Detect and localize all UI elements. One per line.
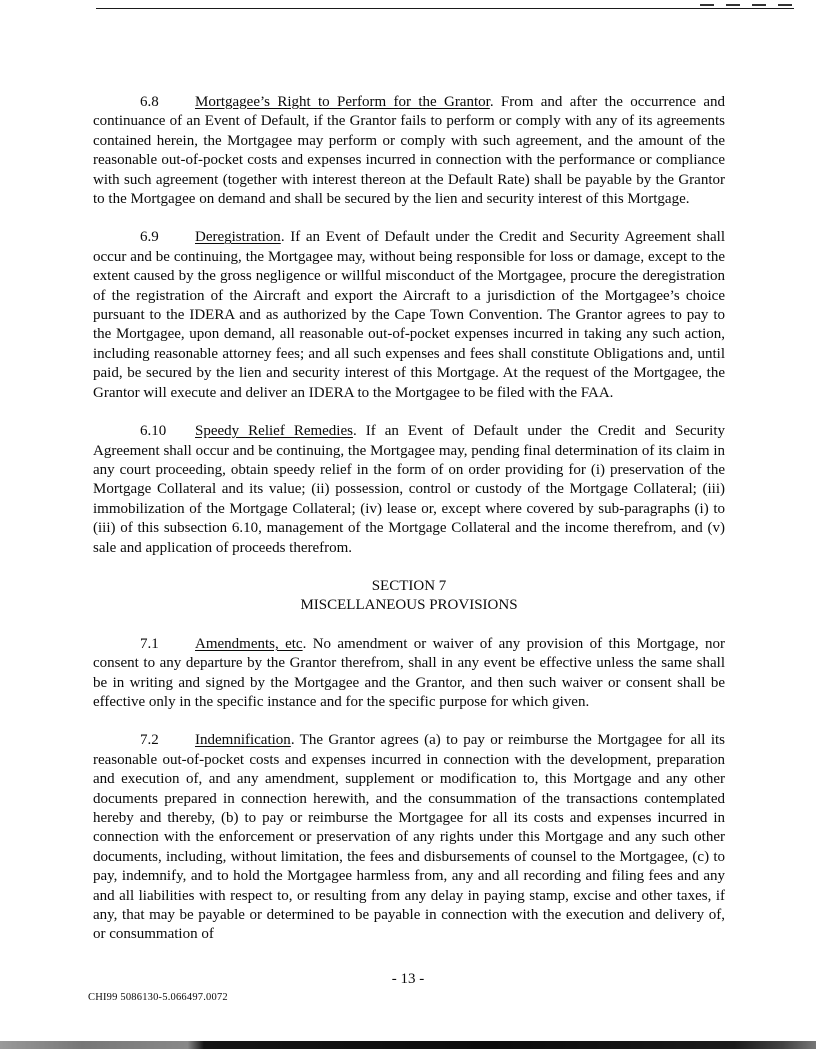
scan-artifact-bottom-bar bbox=[0, 1041, 816, 1049]
paragraph-body-text: . If an Event of Default under the Credit and Security Agreement shall occur and be continuing, the Mortgagee may, pending final determination of its claim in any court proceeding, obtain speedy relief in the form of on order providing for (i) preservation of the Mortgage Collateral and its value; (ii) possession, control or custody of the Mortgage Collateral; (iii) immobilization of the Mortgage Collateral; (iv) lease or, except where covered by sub-paragraphs (i) to (iii) of this subsection 6.10, management of the Mortgage Collateral and the income therefrom, and (v) sale and application of proceeds therefrom. bbox=[93, 423, 725, 556]
section-7-heading bbox=[93, 577, 725, 616]
paragraph-6-8 bbox=[93, 93, 725, 209]
section-7-subtitle: MISCELLANEOUS PROVISIONS bbox=[300, 597, 518, 614]
paragraph-heading: Speedy Relief Remedies bbox=[195, 423, 353, 440]
scan-artifact-top-dashes bbox=[700, 4, 792, 6]
document-body bbox=[93, 93, 725, 964]
paragraph-6-9 bbox=[93, 228, 725, 403]
document-id-footer: CHI99 5086130-5.066497.0072 bbox=[88, 992, 228, 1003]
page-number: - 13 - bbox=[391, 971, 425, 987]
paragraph-heading: Amendments, etc bbox=[195, 635, 303, 652]
paragraph-body-text: . If an Event of Default under the Credit and Security Agreement shall occur and be continuing, the Mortgagee may, without being responsible for loss or damage, except to the extent caused by the gross negligence or willful misconduct of the Mortgagee, procure the deregistration of the registration of the Aircraft and export the Aircraft to a jurisdiction of the Mortgagee’s choice pursuant to the IDERA and as authorized by the Cape Town Convention. The Grantor agrees to pay to the Mortgagee, upon demand, all reasonable out-of-pocket expenses incurred in taking any such action, including reasonable attorney fees; and all such expenses and fees shall constitute Obligations and, until paid, be secured by the lien and security interest of this Mortgage. At the request of the Mortgagee, the Grantor will execute and deliver an IDERA to the Mortgagee to be filed with the FAA. bbox=[93, 229, 725, 401]
paragraph-body-text: . No amendment or waiver of any provision of this Mortgage, nor consent to any departure by the Grantor therefrom, shall in any event be effective unless the same shall be in writing and signed by the Mortgagee and the Grantor, and then such waiver or consent shall be effective only in the specific instance and for the specific purpose for which given. bbox=[93, 635, 725, 710]
section-7-title: SECTION 7 bbox=[371, 577, 447, 594]
paragraph-number: 6.9 bbox=[140, 229, 159, 246]
paragraph-body-text: . The Grantor agrees (a) to pay or reimburse the Mortgagee for all its reasonable out-of-pocket costs and expenses incurred in connection with the development, preparation and execution of, and any amendment, supplement or modification to, this Mortgage and any other documents prepared in connection herewith, and the consummation of the transactions contemplated hereby and thereby, (b) to pay or reimburse the Mortgagee for all its costs and expenses incurred in connection with the enforcement or preservation of any rights under this Mortgage and any such other documents, including, without limitation, the fees and disbursements of counsel to the Mortgagee, (c) to pay, indemnify, and to hold the Mortgagee harmless from, any and all recording and filing fees and any and all liabilities with respect to, or resulting from any delay in paying stamp, excise and other taxes, if any, that may be payable or determined to be payable in connection with the execution and delivery of, or consummation of bbox=[93, 732, 725, 943]
paragraph-heading: Indemnification bbox=[195, 732, 291, 749]
paragraph-number: 7.1 bbox=[140, 635, 159, 652]
paragraph-number: 6.8 bbox=[140, 94, 159, 110]
paragraph-number: 6.10 bbox=[140, 423, 167, 440]
paragraph-7-2 bbox=[93, 731, 725, 944]
paragraph-body-text: . From and after the occurrence and continuance of an Event of Default, if the Grantor fails to perform or comply with any of its agreements contained herein, the Mortgagee may perform or comply with such agreement, and the amount of the reasonable out-of-pocket costs and expenses incurred in connection with the performance or compliance with such agreement (together with interest thereon at the Default Rate) shall be payable by the Grantor to the Mortgagee on demand and shall be secured by the lien and security interest of this Mortgage. bbox=[93, 94, 725, 208]
paragraph-6-10 bbox=[93, 422, 725, 558]
paragraph-heading: Mortgagee’s Right to Perform for the Grantor bbox=[195, 94, 490, 110]
paragraph-7-1 bbox=[93, 635, 725, 713]
paragraph-heading: Deregistration bbox=[195, 229, 281, 246]
scan-artifact-top-line bbox=[96, 8, 794, 9]
paragraph-number: 7.2 bbox=[140, 732, 159, 749]
